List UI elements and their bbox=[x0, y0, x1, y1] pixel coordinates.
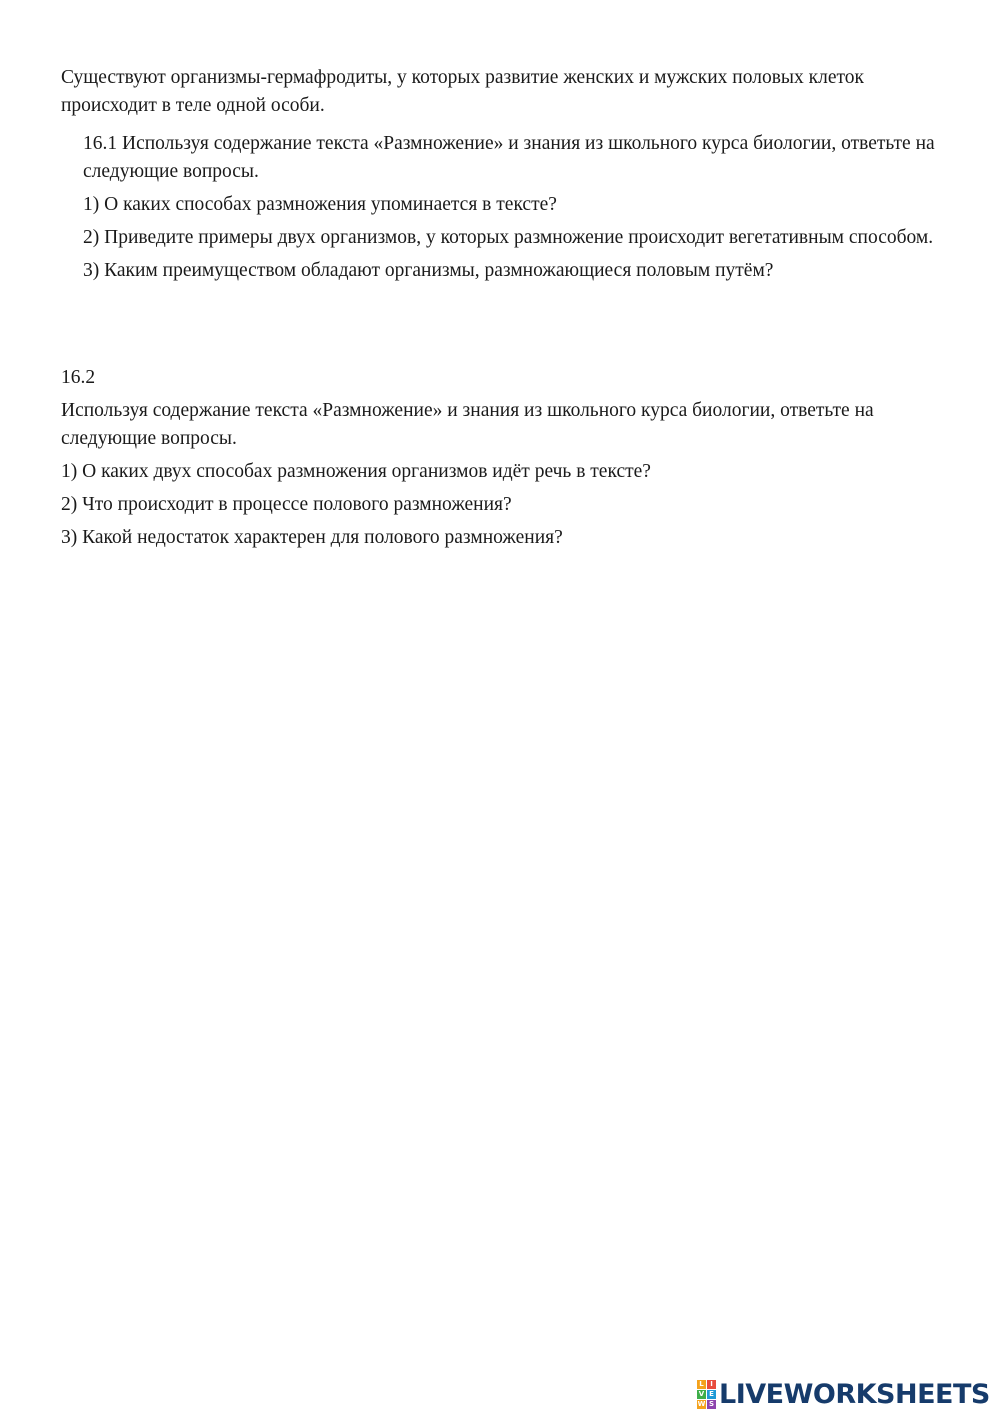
logo-mark-cell: V bbox=[698, 1389, 705, 1398]
liveworksheets-logo-text: LIVEWORKSHEETS bbox=[719, 1378, 990, 1410]
question-16-1-item-3: 3) Каким преимуществом обладают организмы, размножающиеся половым путём? bbox=[83, 260, 774, 281]
question-prompt-16-2: Используя содержание текста «Размножение» и знания из школьного курса биологии, ответьте на следующие вопросы. bbox=[61, 400, 874, 449]
logo-mark-cell: I bbox=[707, 1380, 716, 1389]
question-block-16-1 bbox=[83, 130, 943, 290]
question-block-16-2 bbox=[61, 364, 941, 557]
logo-mark-cell: S bbox=[708, 1399, 715, 1408]
logo-mark-cell: E bbox=[707, 1390, 716, 1399]
question-prompt-16-1: 16.1 Используя содержание текста «Размножение» и знания из школьного курса биологии, ответьте на следующие вопросы. bbox=[83, 133, 935, 182]
logo-mark-cell: W bbox=[697, 1399, 706, 1408]
question-16-2-item-3: 3) Какой недостаток характерен для полового размножения? bbox=[61, 527, 563, 548]
liveworksheets-logo bbox=[697, 1378, 990, 1410]
intro-paragraph: Существуют организмы-гермафродиты, у которых развитие женских и мужских половых клеток происходит в теле одной особи. bbox=[61, 67, 864, 116]
question-16-1-item-1: 1) О каких способах размножения упоминается в тексте? bbox=[83, 194, 557, 215]
logo-mark-cell: L bbox=[697, 1380, 706, 1389]
question-16-2-item-1: 1) О каких двух способах размножения организмов идёт речь в тексте? bbox=[61, 461, 651, 482]
question-16-1-item-2: 2) Приведите примеры двух организмов, у которых размножение происходит вегетативным способом. bbox=[83, 227, 934, 248]
question-number-16-2: 16.2 bbox=[61, 367, 96, 388]
question-16-2-item-2: 2) Что происходит в процессе полового размножения? bbox=[61, 494, 512, 515]
liveworksheets-logo-icon bbox=[697, 1380, 716, 1409]
